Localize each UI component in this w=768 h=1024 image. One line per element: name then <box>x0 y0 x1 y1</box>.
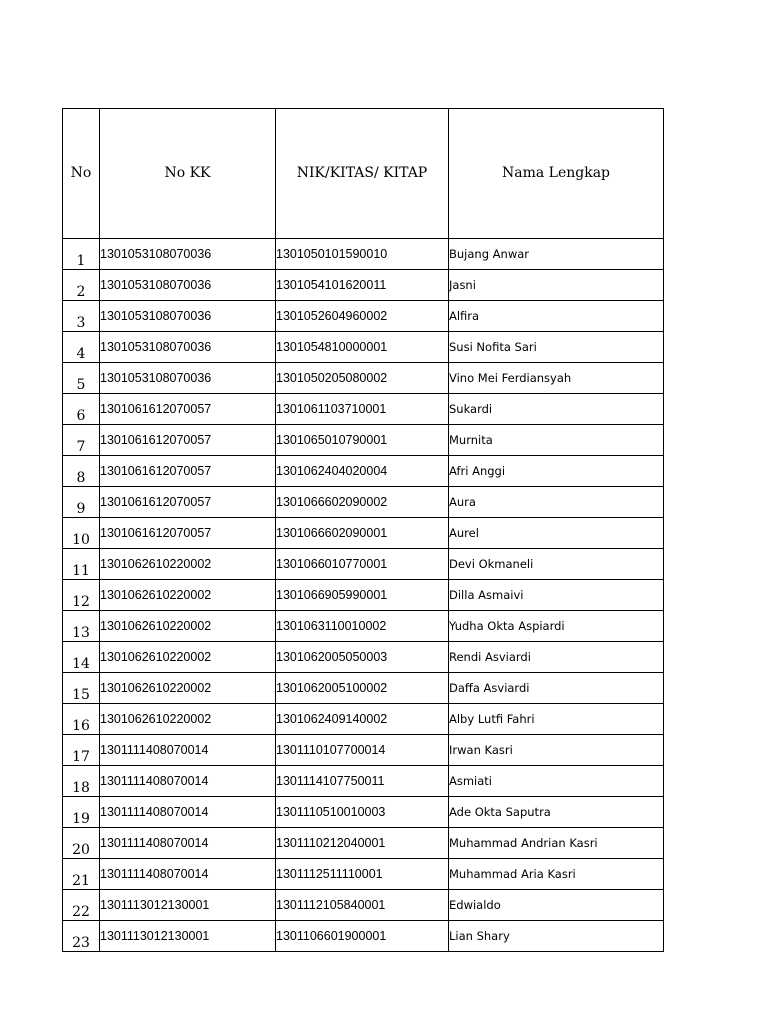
nama-lengkap-cell: Irwan Kasri <box>449 735 664 766</box>
no-kk-cell: 1301053108070036 <box>100 363 276 394</box>
nama-lengkap-cell: Alfira <box>449 301 664 332</box>
no-kk-cell: 1301061612070057 <box>100 394 276 425</box>
no-kk-cell: 1301062610220002 <box>100 642 276 673</box>
nik-cell: 1301112105840001 <box>276 890 449 921</box>
table-row <box>63 704 664 735</box>
table-row <box>63 270 664 301</box>
resident-table <box>62 108 664 952</box>
table-row <box>63 549 664 580</box>
table-row <box>63 239 664 270</box>
table-row <box>63 456 664 487</box>
table-row <box>63 828 664 859</box>
nik-cell: 1301063110010002 <box>276 611 449 642</box>
nik-cell: 1301052604960002 <box>276 301 449 332</box>
no-kk-cell: 1301053108070036 <box>100 239 276 270</box>
table-row <box>63 797 664 828</box>
row-number-cell: 11 <box>63 549 100 580</box>
row-number-cell: 6 <box>63 394 100 425</box>
nik-cell: 1301050101590010 <box>276 239 449 270</box>
nama-lengkap-cell: Jasni <box>449 270 664 301</box>
nik-cell: 1301062005100002 <box>276 673 449 704</box>
table-row <box>63 518 664 549</box>
nama-lengkap-cell: Susi Nofita Sari <box>449 332 664 363</box>
nik-cell: 1301106601900001 <box>276 921 449 952</box>
nama-lengkap-cell: Asmiati <box>449 766 664 797</box>
row-number-cell: 1 <box>63 239 100 270</box>
nik-cell: 1301062409140002 <box>276 704 449 735</box>
table-row <box>63 890 664 921</box>
nik-cell: 1301065010790001 <box>276 425 449 456</box>
nama-lengkap-cell: Muhammad Aria Kasri <box>449 859 664 890</box>
no-kk-cell: 1301061612070057 <box>100 425 276 456</box>
nik-cell: 1301062005050003 <box>276 642 449 673</box>
no-kk-cell: 1301062610220002 <box>100 549 276 580</box>
table-header-row <box>63 109 664 239</box>
no-kk-cell: 1301062610220002 <box>100 704 276 735</box>
header-nik: NIK/KITAS/ KITAP <box>276 109 449 239</box>
nama-lengkap-cell: Ade Okta Saputra <box>449 797 664 828</box>
table-row <box>63 301 664 332</box>
nik-cell: 1301061103710001 <box>276 394 449 425</box>
no-kk-cell: 1301053108070036 <box>100 332 276 363</box>
no-kk-cell: 1301113012130001 <box>100 890 276 921</box>
row-number-cell: 12 <box>63 580 100 611</box>
no-kk-cell: 1301061612070057 <box>100 456 276 487</box>
table-row <box>63 859 664 890</box>
no-kk-cell: 1301062610220002 <box>100 673 276 704</box>
nama-lengkap-cell: Daffa Asviardi <box>449 673 664 704</box>
row-number-cell: 8 <box>63 456 100 487</box>
table-row <box>63 611 664 642</box>
table-row <box>63 673 664 704</box>
no-kk-cell: 1301111408070014 <box>100 797 276 828</box>
row-number-cell: 10 <box>63 518 100 549</box>
nama-lengkap-cell: Murnita <box>449 425 664 456</box>
table-row <box>63 735 664 766</box>
nama-lengkap-cell: Lian Shary <box>449 921 664 952</box>
nama-lengkap-cell: Yudha Okta Aspiardi <box>449 611 664 642</box>
nik-cell: 1301110107700014 <box>276 735 449 766</box>
row-number-cell: 16 <box>63 704 100 735</box>
header-nama-lengkap: Nama Lengkap <box>449 109 664 239</box>
no-kk-cell: 1301111408070014 <box>100 735 276 766</box>
nik-cell: 1301112511110001 <box>276 859 449 890</box>
no-kk-cell: 1301111408070014 <box>100 859 276 890</box>
nama-lengkap-cell: Dilla Asmaivi <box>449 580 664 611</box>
nama-lengkap-cell: Sukardi <box>449 394 664 425</box>
no-kk-cell: 1301053108070036 <box>100 301 276 332</box>
table-row <box>63 921 664 952</box>
nama-lengkap-cell: Edwialdo <box>449 890 664 921</box>
row-number-cell: 19 <box>63 797 100 828</box>
no-kk-cell: 1301062610220002 <box>100 580 276 611</box>
row-number-cell: 14 <box>63 642 100 673</box>
row-number-cell: 21 <box>63 859 100 890</box>
nik-cell: 1301066010770001 <box>276 549 449 580</box>
row-number-cell: 20 <box>63 828 100 859</box>
nama-lengkap-cell: Vino Mei Ferdiansyah <box>449 363 664 394</box>
nik-cell: 1301110510010003 <box>276 797 449 828</box>
row-number-cell: 18 <box>63 766 100 797</box>
nik-cell: 1301066602090002 <box>276 487 449 518</box>
nik-cell: 1301066905990001 <box>276 580 449 611</box>
nik-cell: 1301054810000001 <box>276 332 449 363</box>
row-number-cell: 22 <box>63 890 100 921</box>
row-number-cell: 7 <box>63 425 100 456</box>
table-body <box>63 239 664 952</box>
nik-cell: 1301054101620011 <box>276 270 449 301</box>
row-number-cell: 3 <box>63 301 100 332</box>
no-kk-cell: 1301111408070014 <box>100 766 276 797</box>
table-row <box>63 766 664 797</box>
nik-cell: 1301066602090001 <box>276 518 449 549</box>
row-number-cell: 23 <box>63 921 100 952</box>
nik-cell: 1301110212040001 <box>276 828 449 859</box>
table-row <box>63 642 664 673</box>
table-row <box>63 394 664 425</box>
nik-cell: 1301050205080002 <box>276 363 449 394</box>
table-row <box>63 363 664 394</box>
row-number-cell: 2 <box>63 270 100 301</box>
row-number-cell: 5 <box>63 363 100 394</box>
no-kk-cell: 1301113012130001 <box>100 921 276 952</box>
header-no-kk: No KK <box>100 109 276 239</box>
nama-lengkap-cell: Aura <box>449 487 664 518</box>
table-row <box>63 425 664 456</box>
nama-lengkap-cell: Muhammad Andrian Kasri <box>449 828 664 859</box>
no-kk-cell: 1301111408070014 <box>100 828 276 859</box>
table-row <box>63 487 664 518</box>
row-number-cell: 17 <box>63 735 100 766</box>
nama-lengkap-cell: Aurel <box>449 518 664 549</box>
no-kk-cell: 1301061612070057 <box>100 518 276 549</box>
nama-lengkap-cell: Devi Okmaneli <box>449 549 664 580</box>
nama-lengkap-cell: Bujang Anwar <box>449 239 664 270</box>
row-number-cell: 4 <box>63 332 100 363</box>
table-row <box>63 580 664 611</box>
row-number-cell: 15 <box>63 673 100 704</box>
header-no: No <box>63 109 100 239</box>
row-number-cell: 13 <box>63 611 100 642</box>
nama-lengkap-cell: Alby Lutfi Fahri <box>449 704 664 735</box>
no-kk-cell: 1301062610220002 <box>100 611 276 642</box>
row-number-cell: 9 <box>63 487 100 518</box>
nama-lengkap-cell: Rendi Asviardi <box>449 642 664 673</box>
no-kk-cell: 1301061612070057 <box>100 487 276 518</box>
no-kk-cell: 1301053108070036 <box>100 270 276 301</box>
table-row <box>63 332 664 363</box>
nama-lengkap-cell: Afri Anggi <box>449 456 664 487</box>
nik-cell: 1301062404020004 <box>276 456 449 487</box>
nik-cell: 1301114107750011 <box>276 766 449 797</box>
